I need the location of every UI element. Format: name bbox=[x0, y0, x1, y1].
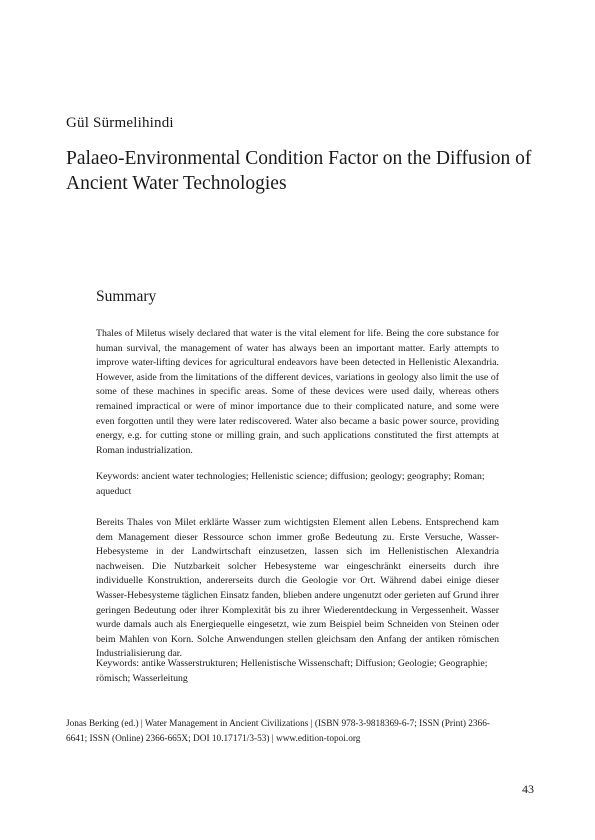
keywords-german: Keywords: antike Wasserstrukturen; Hellenistische Wissenschaft; Diffusion; Geologie; Geographie; römisch; Wasserleitung bbox=[96, 658, 488, 684]
paper-title: Palaeo-Environmental Condition Factor on the Diffusion of Ancient Water Technologies bbox=[66, 148, 532, 194]
abstract-german: Bereits Thales von Milet erklärte Wasser zum wichtigsten Element allen Lebens. Entsprechend kam dem Management dieser Ressource schon immer große Bedeutung zu. Erste Versuche, Wasser-Hebesysteme in der Landwirtschaft einzusetzen, lassen sich im Hellenistischen Alexandria nachweisen. Die Nutzbarkeit solcher Hebesysteme war eingeschränkt einerseits durch ihre individuelle Konstruktion, andererseits durch die Geologie vor Ort. Während dabei einige dieser Wasser-Hebesysteme täglichen Einsatz fanden, blieben andere ungenutzt oder gerieten auf Grund ihrer geringen Bedeutung oder ihrer Komplexität bis zu ihrer Wiederentdeckung in Vergessenheit. Wasser wurde damals auch als Energiequelle eingesetzt, wie zum Beispiel beim Schneiden von Steinen oder beim Mahlen von Korn. Solche Anwendungen stellen gleichsam den Anfang der antiken römischen Industrialisierung dar. bbox=[96, 517, 499, 660]
author-name: Gül Sürmelihindi bbox=[66, 115, 174, 131]
abstract-english: Thales of Miletus wisely declared that water is the vital element for life. Being the core substance for human survival, the management of water has always been an important matter. Early attempts to improve water-lifting devices for agricultural endeavors have been detected in Hellenistic Alexandria. However, aside from the limitations of the different devices, variations in geology also limit the use of some of these machines in specific areas. Some of these devices were used daily, whereas others remained impractical or were of minor importance due to their complicated nature, and some were even forgotten until they were later rediscovered. Water also became a basic power source, providing energy, e.g. for cutting stone or milling grain, and such applications constituted the first attempts at Roman industrialization. bbox=[96, 328, 499, 456]
publication-footer: Jonas Berking (ed.) | Water Management in Ancient Civilizations | (ISBN 978-3-9818369-6-7; ISSN (Print) 2366-6641; ISSN (Online) 2366-665X; DOI 10.17171/3-53) | www.edition-topoi.org bbox=[66, 719, 490, 744]
page-number: 43 bbox=[522, 782, 534, 796]
keywords-english: Keywords: ancient water technologies; Hellenistic science; diffusion; geology; geography; Roman; aqueduct bbox=[96, 471, 485, 497]
summary-heading: Summary bbox=[96, 288, 157, 305]
